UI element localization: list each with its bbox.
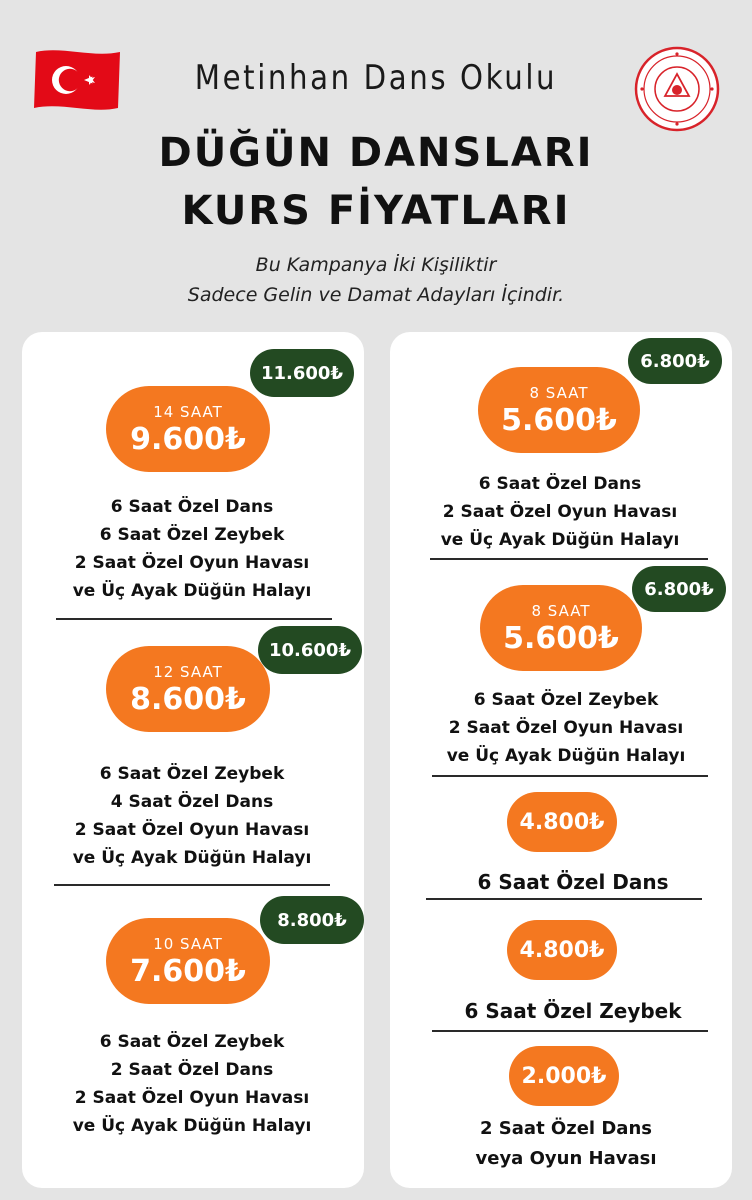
package-item: 2 Saat Özel Oyun Havası (74, 1088, 310, 1108)
package-price: 5.600₺ (503, 620, 619, 656)
price-badge (106, 386, 270, 472)
package-item: ve Üç Ayak Düğün Halayı (72, 1116, 312, 1136)
price-badge (106, 918, 270, 1004)
subtitle-line1: Bu Kampanya İki Kişiliktir (255, 254, 497, 276)
package-item: 2 Saat Özel Oyun Havası (74, 553, 310, 573)
price-badge (106, 646, 270, 732)
package-item: 2 Saat Özel Dans (110, 1060, 274, 1080)
package-item: 2 Saat Özel Oyun Havası (448, 718, 684, 738)
package-item: 6 Saat Özel Zeybek (99, 764, 285, 784)
divider (56, 618, 332, 620)
package-item: 2 Saat Özel Oyun Havası (442, 502, 678, 522)
package-hours: 12 SAAT (153, 662, 223, 681)
price-badge (507, 792, 617, 852)
package-item: 6 Saat Özel Dans (478, 474, 642, 494)
package-item: veya Oyun Havası (475, 1148, 657, 1169)
package-price: 4.800₺ (519, 937, 605, 963)
package-hours: 8 SAAT (531, 601, 591, 620)
price-badge (480, 585, 642, 671)
package-description (42, 760, 342, 872)
divider (432, 1030, 708, 1032)
package-description (420, 868, 726, 896)
package-description (416, 686, 716, 770)
package-item: 6 Saat Özel Zeybek (99, 1032, 285, 1052)
package-item: 6 Saat Özel Dans (477, 870, 669, 894)
package-item: 6 Saat Özel Zeybek (99, 525, 285, 545)
old-price-badge: 6.800₺ (628, 338, 722, 384)
package-description (420, 997, 726, 1025)
package-item: 6 Saat Özel Dans (110, 497, 274, 517)
page-title-line1: DÜĞÜN DANSLARI (158, 130, 594, 176)
package-price: 2.000₺ (521, 1063, 607, 1089)
old-price-badge: 11.600₺ (250, 349, 354, 397)
package-description (416, 1114, 716, 1174)
package-price: 4.800₺ (519, 809, 605, 835)
old-price-badge: 10.600₺ (258, 626, 362, 674)
divider (54, 884, 330, 886)
package-hours: 14 SAAT (153, 402, 223, 421)
divider (432, 775, 708, 777)
divider (430, 558, 708, 560)
package-price: 9.600₺ (130, 421, 246, 457)
package-item: 2 Saat Özel Oyun Havası (74, 820, 310, 840)
package-price: 8.600₺ (130, 681, 246, 717)
price-badge (507, 920, 617, 980)
package-item: 4 Saat Özel Dans (110, 792, 274, 812)
package-hours: 8 SAAT (529, 383, 589, 402)
old-price-badge: 6.800₺ (632, 566, 726, 612)
package-price: 7.600₺ (130, 953, 246, 989)
package-item: ve Üç Ayak Düğün Halayı (440, 530, 680, 550)
package-item: 6 Saat Özel Zeybek (464, 999, 682, 1023)
divider (426, 898, 702, 900)
package-price: 5.600₺ (501, 402, 617, 438)
package-item: 6 Saat Özel Zeybek (473, 690, 659, 710)
package-description (410, 470, 710, 554)
price-badge (478, 367, 640, 453)
package-item: ve Üç Ayak Düğün Halayı (72, 848, 312, 868)
package-hours: 10 SAAT (153, 934, 223, 953)
price-badge (509, 1046, 619, 1106)
package-description (42, 493, 342, 605)
subtitle-line2: Sadece Gelin ve Damat Adayları İçindir. (187, 284, 565, 306)
package-item: 2 Saat Özel Dans (480, 1118, 652, 1139)
package-description (42, 1028, 342, 1140)
page-title-line2: KURS FİYATLARI (181, 188, 571, 234)
school-name: Metinhan Dans Okulu (194, 58, 558, 98)
package-item: ve Üç Ayak Düğün Halayı (72, 581, 312, 601)
package-item: ve Üç Ayak Düğün Halayı (446, 746, 686, 766)
old-price-badge: 8.800₺ (260, 896, 364, 944)
